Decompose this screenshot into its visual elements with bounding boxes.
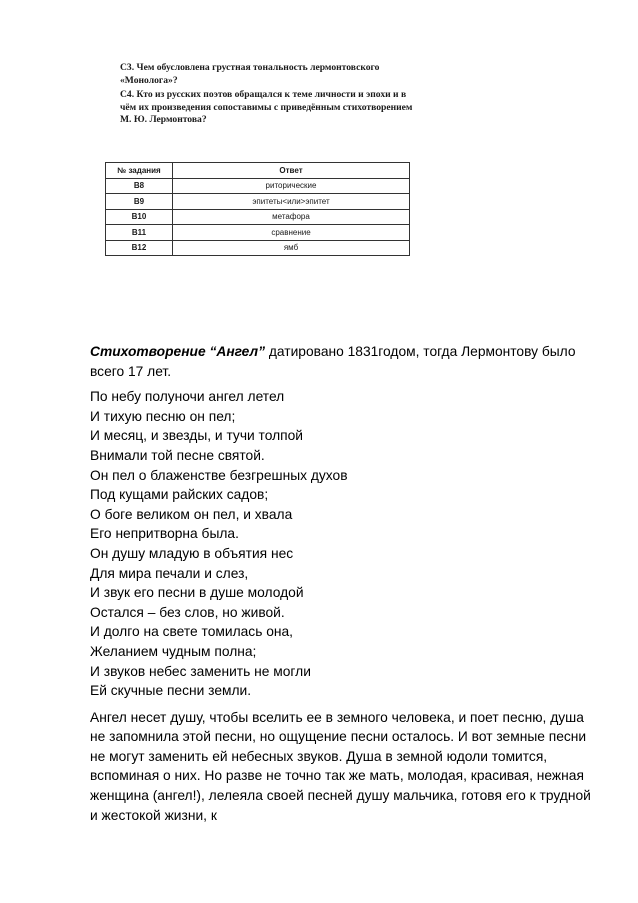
table-row (106, 209, 410, 225)
poem-line: О боге великом он пел, и хвала (90, 506, 293, 522)
answer-cell: метафора (173, 209, 410, 225)
task-number: В12 (106, 240, 173, 256)
poem-line: И долго на свете томилась она, (90, 624, 294, 640)
question-text: Чем обусловлена грустная тональность лермонтовского «Монолога»? (120, 62, 380, 86)
answer-cell: риторические (173, 178, 410, 194)
poem-line: Он душу младую в объятия нес (90, 545, 294, 561)
intro-paragraph (90, 342, 600, 381)
column-header-task: № задания (106, 163, 173, 179)
document-body (90, 342, 600, 825)
answer-cell: эпитеты<или>эпитет (173, 194, 410, 210)
answer-table (105, 162, 410, 256)
task-number: В10 (106, 209, 173, 225)
intro-text: датировано 1831годом, тогда Лермонтову было всего 17 лет. (90, 344, 576, 379)
scanned-textbook-fragment (100, 62, 418, 267)
poem-line: Желанием чудным полна; (90, 643, 257, 659)
task-number: В8 (106, 178, 173, 194)
poem (90, 387, 600, 701)
table-header-row (106, 163, 410, 179)
poem-line: Его непритворна была. (90, 526, 239, 542)
poem-line: По небу полуночи ангел летел (90, 389, 285, 405)
poem-title: Стихотворение “Ангел” (90, 344, 266, 359)
question-text: Кто из русских поэтов обращался к теме личности и эпохи и в чём их произведения сопоставимы с приведённым стихотворением М. Ю. Лермонтова? (120, 89, 413, 125)
table-row (106, 225, 410, 241)
commentary-paragraph: Ангел несет душу, чтобы вселить ее в земного человека, и поет песню, душа не запомнила этой песни, но ощущение песни осталось. И вот земные песни не могут заменить ей небесных звуков. Душа в земной юдоли томится, вспоминая о них. Но разве не точно так же мать, молодая, красивая, нежная женщина (ангел!), лелеяла своей песней душу мальчика, готовя его к трудной и жестокой жизни, к (90, 709, 591, 823)
poem-line: Ей скучные песни земли. (90, 683, 252, 699)
task-number: В9 (106, 194, 173, 210)
poem-line: Он пел о блаженстве безгрешных духов (90, 467, 348, 483)
poem-line: Остался – без слов, но живой. (90, 604, 285, 620)
question-c3 (100, 62, 418, 87)
question-c4 (100, 89, 418, 127)
poem-line: И звуков небес заменить не могли (90, 663, 311, 679)
poem-line: Внимали той песне святой. (90, 447, 265, 463)
column-header-answer: Ответ (173, 163, 410, 179)
question-number: С3. (120, 62, 135, 73)
poem-line: И звук его песни в душе молодой (90, 585, 304, 601)
table-row (106, 178, 410, 194)
answer-cell: ямб (173, 240, 410, 256)
answer-cell: сравнение (173, 225, 410, 241)
poem-line: И тихую песню он пел; (90, 408, 236, 424)
question-number: С4. (120, 89, 135, 100)
poem-line: И месяц, и звезды, и тучи толпой (90, 428, 303, 444)
table-row (106, 240, 410, 256)
table-row (106, 194, 410, 210)
poem-line: Под кущами райских садов; (90, 487, 269, 503)
poem-line: Для мира печали и слез, (90, 565, 249, 581)
task-number: В11 (106, 225, 173, 241)
